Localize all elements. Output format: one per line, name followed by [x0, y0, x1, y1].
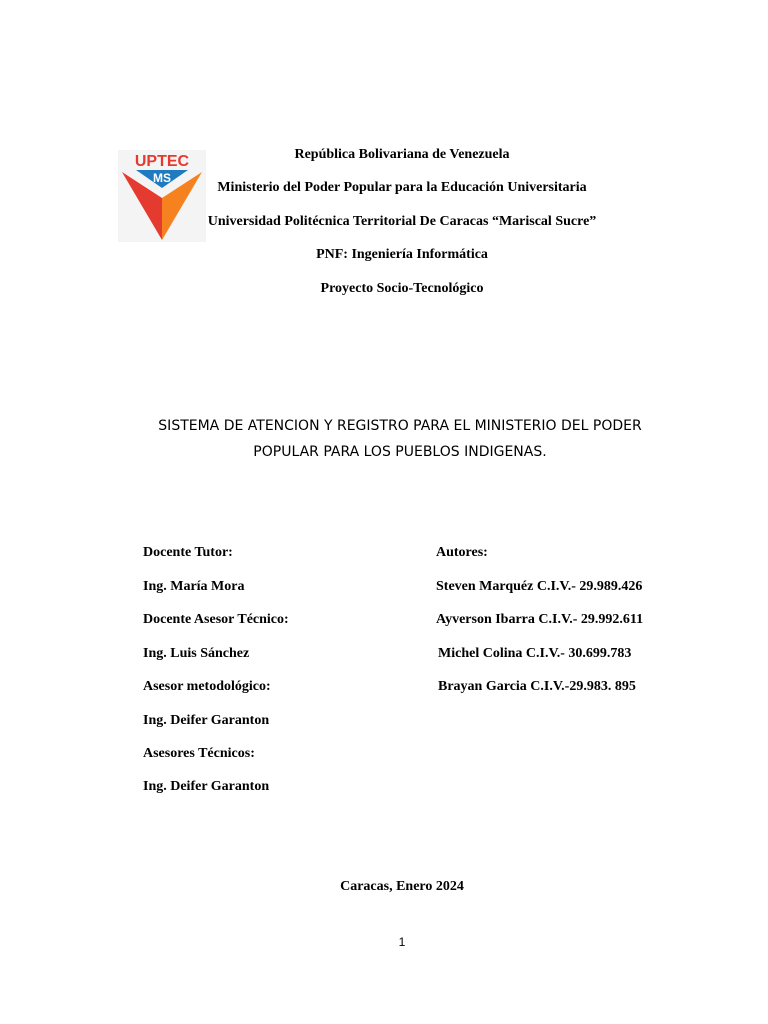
- left-item-advisor-label: Docente Asesor Técnico:: [143, 612, 289, 627]
- header-line-university: Universidad Politécnica Territorial De Caracas “Mariscal Sucre”: [207, 214, 597, 229]
- header-line-program: PNF: Ingeniería Informática: [316, 247, 488, 262]
- title-line-1: SISTEMA DE ATENCION Y REGISTRO PARA EL MINISTERIO DEL PODER: [158, 418, 642, 434]
- left-item-technical-name: Ing. Deifer Garanton: [143, 779, 270, 794]
- left-item-tutor-name: Ing. María Mora: [143, 579, 245, 594]
- logo-text: UPTEC: [134, 153, 190, 170]
- place-date: Caracas, Enero 2024: [340, 879, 464, 894]
- left-item-method-label: Asesor metodológico:: [143, 679, 271, 694]
- logo-badge-text: MS: [153, 171, 171, 185]
- author-item: Michel Colina C.I.V.- 30.699.783: [438, 646, 632, 661]
- author-item: Brayan Garcia C.I.V.-29.983. 895: [438, 679, 636, 694]
- header-line-country: República Bolivariana de Venezuela: [294, 147, 510, 162]
- authors-label: Autores:: [436, 545, 488, 560]
- document-title: [130, 413, 670, 465]
- header-line-project: Proyecto Socio-Tecnológico: [320, 281, 484, 296]
- left-item-method-name: Ing. Deifer Garanton: [143, 713, 270, 728]
- left-item-advisor-name: Ing. Luis Sánchez: [143, 646, 250, 661]
- header-line-ministry: Ministerio del Poder Popular para la Educación Universitaria: [217, 180, 587, 195]
- left-item-technical-label: Asesores Técnicos:: [143, 746, 255, 761]
- author-item: Steven Marquéz C.I.V.- 29.989.426: [436, 579, 643, 594]
- page-number: 1: [398, 935, 406, 949]
- author-item: Ayverson Ibarra C.I.V.- 29.992.611: [436, 612, 644, 627]
- left-item-tutor-label: Docente Tutor:: [143, 545, 233, 560]
- title-line-2: POPULAR PARA LOS PUEBLOS INDIGENAS.: [253, 444, 547, 460]
